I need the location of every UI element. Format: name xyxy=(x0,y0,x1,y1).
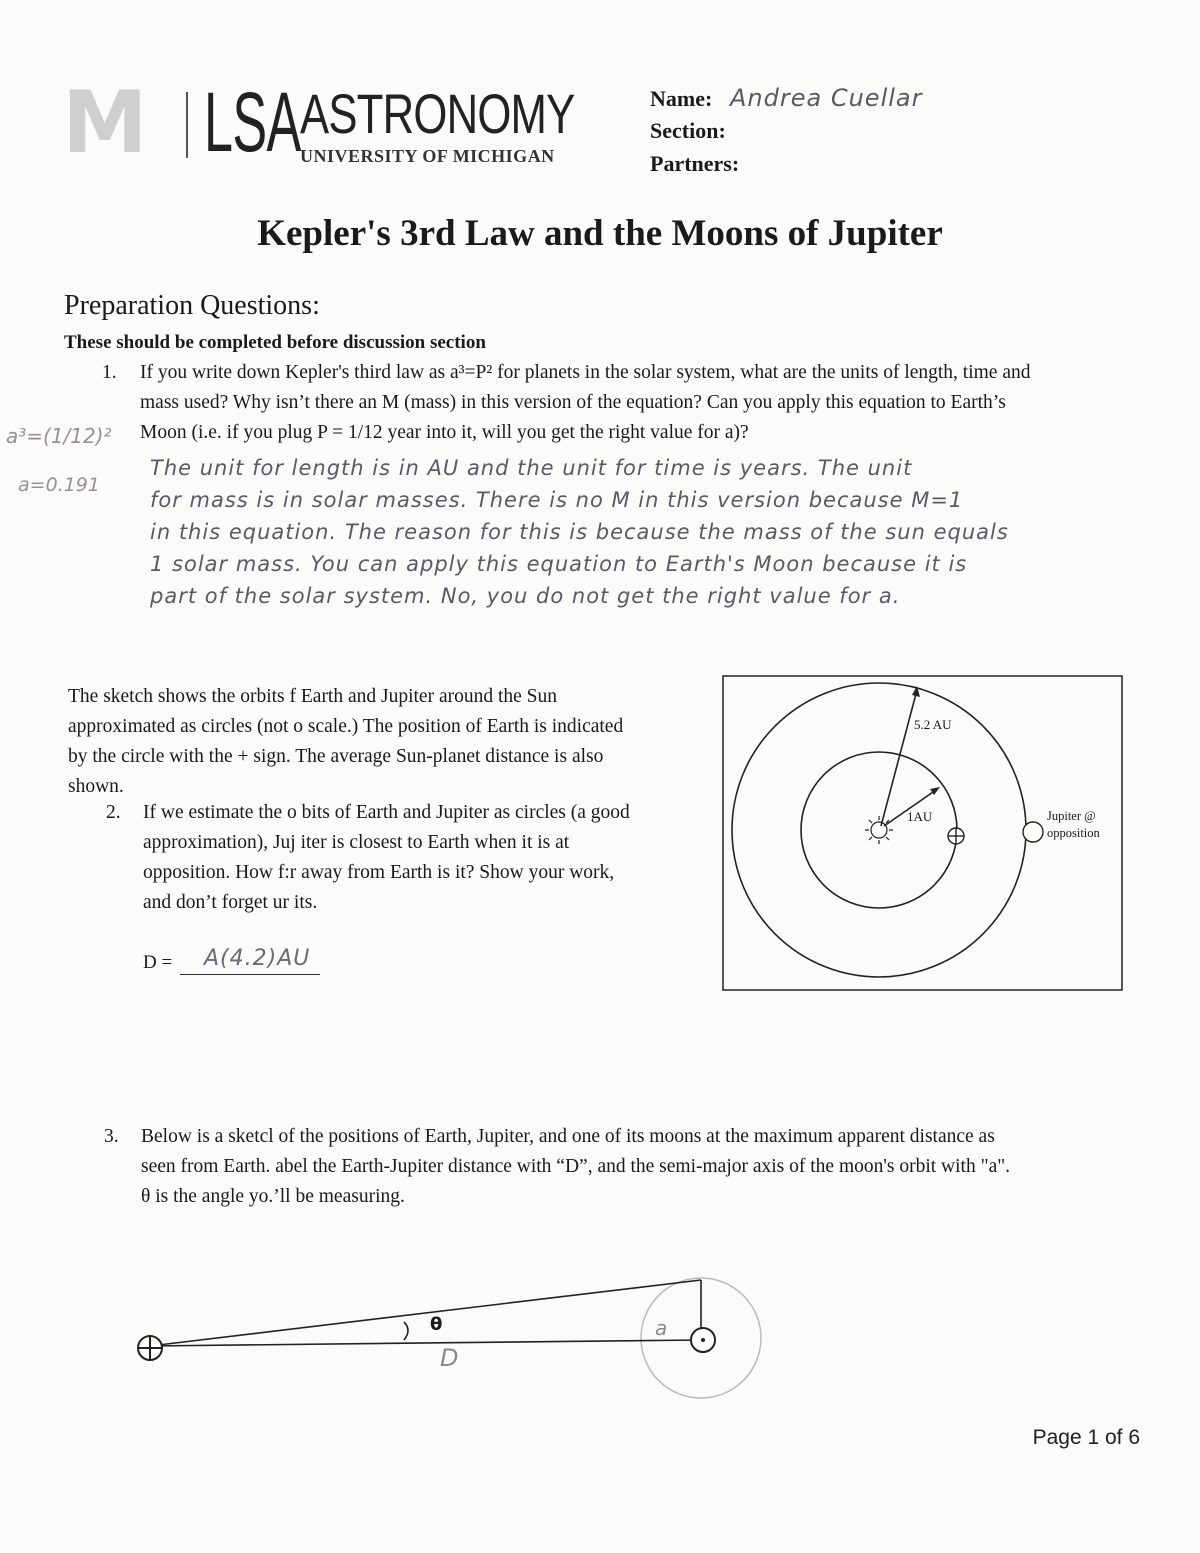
label-1-au: 1AU xyxy=(907,809,933,824)
section-heading: Preparation Questions: xyxy=(64,290,320,321)
university-m-logo: M xyxy=(62,73,144,173)
moon-geometry-sketch xyxy=(138,1278,761,1398)
page-title: Kepler's 3rd Law and the Moons of Jupiter xyxy=(257,213,943,254)
logo-university: UNIVERSITY OF MICHIGAN xyxy=(300,146,555,166)
sun-icon xyxy=(865,816,893,844)
question-2-number: 2. xyxy=(106,802,121,823)
description-line: by the circle with the + sign. The average Sun-planet distance is also xyxy=(68,746,604,767)
question-line: and don’t forget ur its. xyxy=(143,892,318,913)
jupiter-distance-arrow xyxy=(881,690,917,826)
label-5-2-au: 5.2 AU xyxy=(914,717,952,732)
label-jupiter-opposition xyxy=(1047,808,1100,842)
label-line: opposition xyxy=(1047,826,1100,840)
description-line: shown. xyxy=(68,776,124,797)
margin-note: a³=(1/12)² xyxy=(6,424,112,448)
angle-arc xyxy=(404,1322,408,1340)
question-line: If we estimate the o bits of Earth and Jupiter as circles (a good xyxy=(143,802,630,823)
question-line: approximation), Juj iter is closest to Earth when it is at xyxy=(143,832,570,853)
page-number: Page 1 of 6 xyxy=(1032,1426,1140,1449)
question-line: opposition. How f:r away from Earth is it? Show your work, xyxy=(143,862,615,883)
name-label: Name: xyxy=(650,86,713,111)
label-line: Jupiter @ xyxy=(1047,809,1096,823)
theta-label: θ xyxy=(430,1314,443,1335)
logo-astronomy: ASTRONOMY xyxy=(300,82,575,145)
jupiter-icon xyxy=(1023,822,1043,842)
question-1-number: 1. xyxy=(102,362,117,383)
question-line: Moon (i.e. if you plug P = 1/12 year into it, will you get the right value for a)? xyxy=(140,422,749,443)
question-3-number: 3. xyxy=(104,1126,119,1147)
question-line: seen from Earth. abel the Earth-Jupiter distance with “D”, and the semi-major axis of the moon's orbit with "a". xyxy=(141,1156,1011,1177)
name-value: Andrea Cuellar xyxy=(730,84,923,112)
margin-note: a=0.191 xyxy=(18,474,100,496)
question-line: If you write down Kepler's third law as a³=P² for planets in the solar system, what are the units of length, time and xyxy=(140,362,1031,383)
line-of-sight-to-moon xyxy=(150,1280,701,1346)
partners-label: Partners: xyxy=(650,151,740,176)
question-line: Below is a sketcl of the positions of Earth, Jupiter, and one of its moons at the maximum apparent distance as xyxy=(141,1126,995,1147)
handwritten-a-label: a xyxy=(655,1316,668,1340)
answer-line: 1 solar mass. You can apply this equation to Earth's Moon because it is xyxy=(150,552,968,576)
question-line: mass used? Why isn’t there an M (mass) in this version of the equation? Can you apply this equation to Earth’s xyxy=(140,392,1006,413)
logo-lsa: LSA xyxy=(204,75,301,169)
answer-line: for mass is in solar masses. There is no M in this version because M=1 xyxy=(150,488,964,512)
question-line: θ is the angle yo.’ll be measuring. xyxy=(141,1186,405,1207)
description-line: approximated as circles (not o scale.) The position of Earth is indicated xyxy=(68,716,624,737)
answer-line: part of the solar system. No, you do not get the right value for a. xyxy=(150,584,901,608)
d-label: D = xyxy=(143,952,173,973)
earth-icon xyxy=(138,1336,162,1360)
answer-line: The unit for length is in AU and the unit for time is years. The unit xyxy=(150,456,913,480)
d-answer: A(4.2)AU xyxy=(204,946,311,971)
earth-jupiter-line xyxy=(150,1340,701,1346)
question-3-text xyxy=(141,1122,1151,1212)
answer-line: in this equation. The reason for this is because the mass of the sun equals xyxy=(150,520,1009,544)
earth-icon xyxy=(948,828,964,844)
handwritten-d-label: D xyxy=(440,1344,459,1372)
description-line: The sketch shows the orbits f Earth and Jupiter around the Sun xyxy=(68,686,558,707)
section-subheading: These should be completed before discussion section xyxy=(64,332,486,353)
section-label: Section: xyxy=(650,118,726,143)
